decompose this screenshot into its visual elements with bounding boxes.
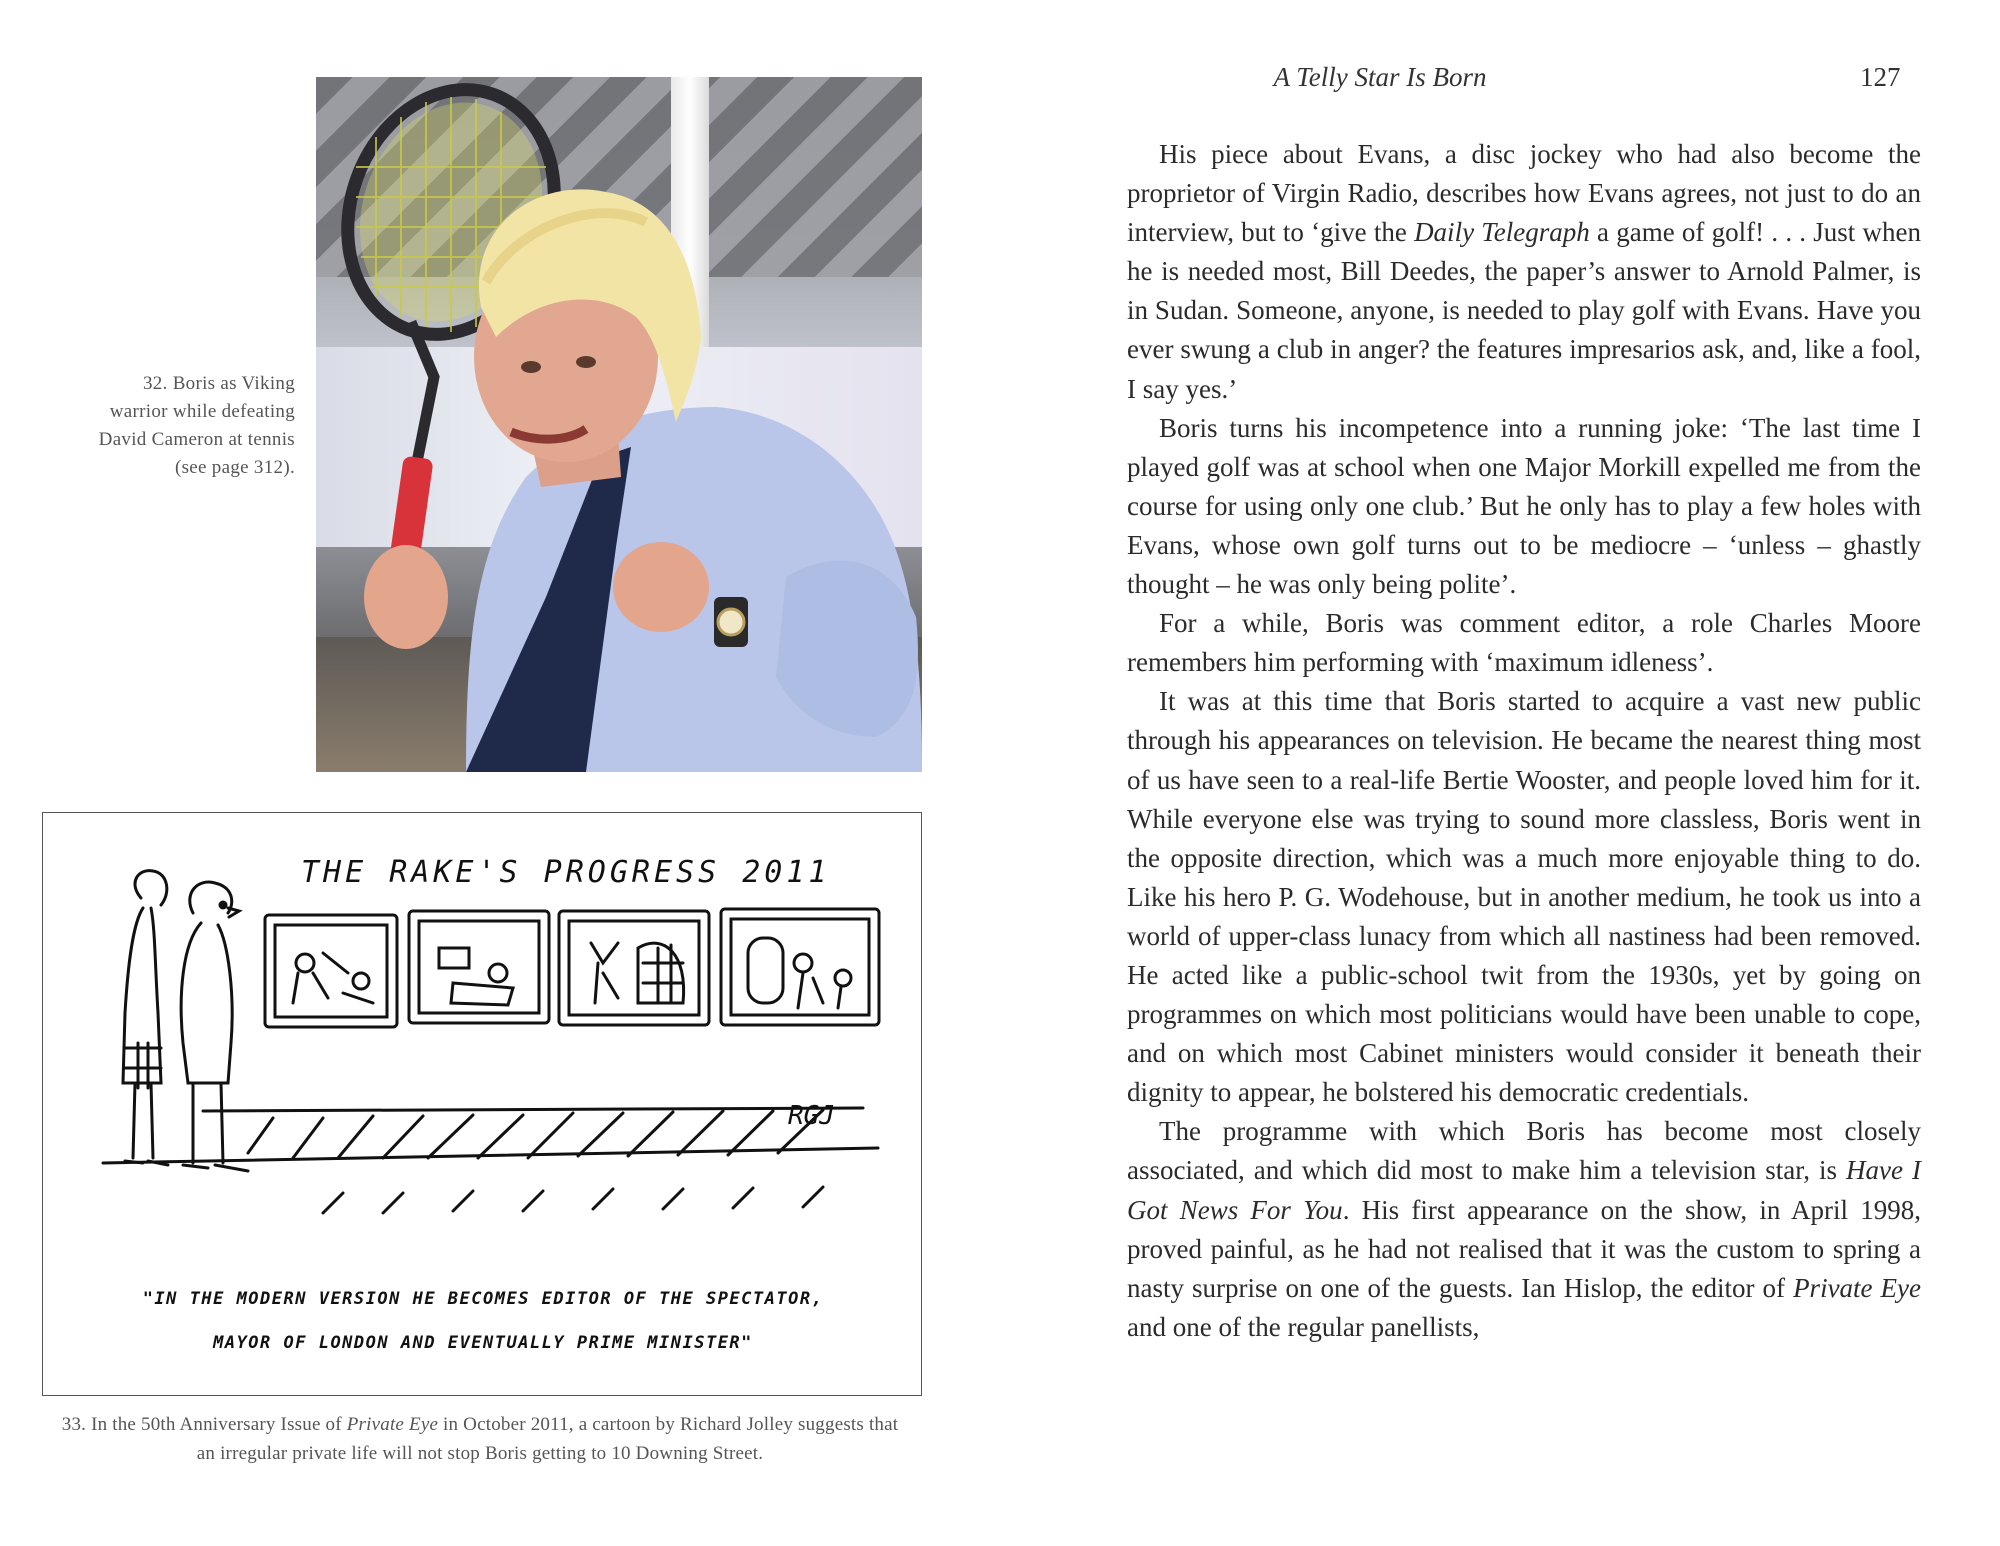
running-head: A Telly Star Is Born [1273,62,1487,92]
caption-33 [60,1410,900,1468]
paragraph-italic: Have I Got News For You [1127,1155,1921,1225]
paragraph-text: The programme with which Boris has become most closely associated, and which did most to make him a television star, is [1127,1116,1921,1186]
cartoon-quote-line: "IN THE MODERN VERSION HE BECOMES EDITOR OF THE SPECTATOR, [142,1289,824,1309]
cartoon-quote-line: MAYOR OF LONDON AND EVENTUALLY PRIME MINISTER" [213,1333,753,1353]
paragraph-text: and one of the regular panellists, [1127,1311,1480,1342]
caption-32 [40,370,295,482]
paragraph [1127,1112,1921,1347]
paragraph-text: . His first appearance on the show, in April 1998, proved painful, as he had not realised that it was the custom to spring a nasty surprise on one of the guests. Ian Hislop, the editor of [1127,1194,1921,1303]
caption-32-line: David Cameron at tennis [98,429,295,450]
cartoon-quote [73,1277,893,1365]
tennis-photo [316,77,922,772]
paragraph: For a while, Boris was comment editor, a role Charles Moore remembers him performing with ‘maximum idleness’. [1127,608,1921,678]
caption-33-text: in October 2011, a cartoon by Richard Jolley suggests that an irregular private life will not stop Boris getting to 10 Downing Street. [196,1414,899,1464]
paragraph: It was at this time that Boris started to acquire a vast new public through his appearances on television. He became the nearest thing most of us have seen to a real-life Bertie Wooster, and people loved him for it. While everyone else was trying to sound more classless, Boris went in the opposite direction, which was a much more enjoyable thing to do. Like his hero P. G. Wodehouse, but in another medium, he took us into a world of upper-class lunacy from which all nastiness had been removed. He acted like a public-school twit from the 1930s, yet by going on programmes on which most politicians would have been unable to cope, and on which most Cabinet ministers would consider it beneath their dignity to appear, he bolstered his democratic credentials. [1127,686,1921,1108]
paragraph: Boris turns his incompetence into a running joke: ‘The last time I played golf was at school when one Major Morkill expelled me from the course for using only one club.’ But he only has to play a few holes with Evans, whose own golf turns out to be mediocre – ‘unless – ghastly thought – he was only being polite’. [1127,412,1921,600]
cartoon-signature: RGJ [788,1101,835,1131]
page-number: 127 [1860,62,1901,92]
paragraph-text: His piece about Evans, a disc jockey who had also become the proprietor of Virgin Radio, describes how Evans agrees, not just to do an interview, but to ‘give the [1127,139,1921,248]
paragraph-italic: Daily Telegraph [1414,217,1590,248]
photo-figure [316,77,922,772]
cartoon-rakes-progress [42,812,922,1396]
paragraph-text: a game of golf! . . . Just when he is needed most, Bill Deedes, the paper’s answer to Arnold Palmer, is in Sudan. Someone, anyone, is needed to play golf with Evans. Have you ever swung a club in anger? the features impresarios ask, and, like a fool, I say yes.’ [1127,217,1921,404]
paragraph [1127,135,1921,409]
caption-33-text: 33. In the 50th Anniversary Issue of [61,1414,347,1435]
body-text [1127,135,1921,1347]
caption-32-line: 32. Boris as Viking [143,373,295,394]
paragraph-italic: Private Eye [1793,1272,1922,1303]
caption-32-line: (see page 312). [174,457,295,478]
cartoon-title: THE RAKE'S PROGRESS 2011 [301,855,831,890]
caption-33-italic: Private Eye [346,1414,439,1435]
caption-32-line: warrior while defeating [109,401,295,422]
